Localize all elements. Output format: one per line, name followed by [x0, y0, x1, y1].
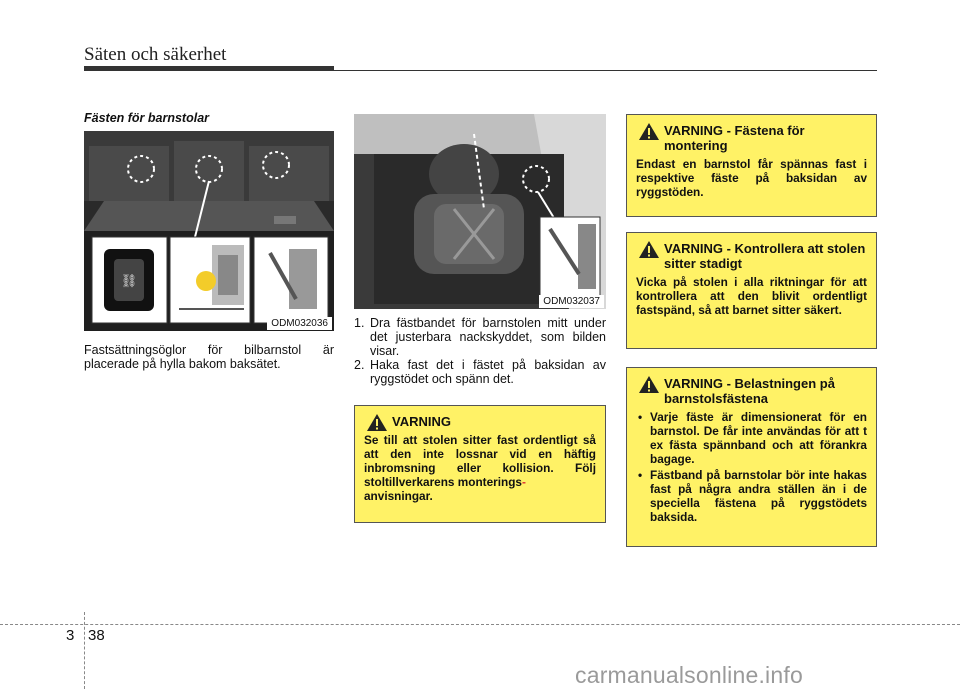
warning-heading [364, 414, 596, 429]
svg-text:⛓: ⛓ [120, 274, 138, 289]
bullet: • [638, 468, 643, 482]
chapter-number: 3 [66, 627, 75, 644]
warning-dash: - [722, 123, 735, 138]
warning-hyphen: - [522, 475, 526, 489]
footer-divider [84, 612, 85, 689]
warning-body: Endast en barnstol får spännas fast i respektive fäste på baksidan av ryggstöden. [636, 157, 867, 199]
warning-heading [636, 241, 867, 271]
warning-heading [636, 123, 867, 153]
step-text: Dra fästbandet för barnstolen mitt under det justerbara nackskyddet, som bilden visar. [370, 316, 606, 358]
instruction-steps [354, 316, 606, 386]
step-item [354, 316, 606, 358]
step-text: Haka fast det i fästet på baksidan av ryggstödet och spänn det. [370, 358, 606, 386]
warning-list [636, 410, 867, 524]
photo-code-right: ODM032037 [539, 295, 604, 308]
warning-title: VARNING [392, 414, 451, 429]
warning-heading [636, 376, 867, 406]
warning-body-end: anvisningar. [364, 489, 433, 503]
warning-subtitle: Fästena för montering [664, 123, 805, 153]
cargo-anchor-photo [84, 131, 334, 331]
warning-subtitle: Kontrollera att stolen sitter stadigt [664, 241, 866, 271]
warning-item-text: Fästband på barnstolar bör inte hakas fast på några andra ställen än i de speciella fästena på ryggstödets baksida. [650, 468, 867, 524]
header-rule [334, 70, 877, 71]
step-number: 1. [354, 316, 365, 330]
warning-triangle-icon [638, 375, 660, 394]
warning-body-text: Se till att stolen sitter fast ordentligt så att den inte lossnar vid en häftig inbromsning eller kollision. Följ stoltillverkarens monterings [364, 433, 596, 489]
warning-subtitle: Belastningen på barnstolsfästena [664, 376, 835, 406]
warning-dash: - [722, 376, 735, 391]
bullet: • [638, 410, 643, 424]
cargo-anchor-illustration [84, 131, 334, 331]
child-seat-illustration [354, 114, 606, 309]
warning-box-stability [626, 232, 877, 349]
footer-rule [0, 624, 960, 625]
warning-triangle-icon [638, 122, 660, 141]
warning-item-text: Varje fäste är dimensionerat för en barnstol. De får inte användas för att t ex fästa spännband och att förankra bagage. [650, 410, 867, 466]
warning-box-load [626, 367, 877, 547]
warning-title: VARNING [664, 376, 723, 391]
warning-list-item [636, 410, 867, 466]
warning-triangle-icon [638, 240, 660, 259]
anchor-description: Fastsättningsöglor för bilbarnstol är placerade på hylla bakom baksätet. [84, 343, 334, 371]
warning-triangle-icon [366, 413, 388, 432]
child-seat-photo [354, 114, 606, 309]
warning-box-anchors [626, 114, 877, 217]
warning-title: VARNING [664, 241, 723, 256]
warning-body [364, 433, 596, 503]
photo-code-left: ODM032036 [267, 317, 332, 330]
watermark: carmanualsonline.info [575, 662, 803, 688]
step-item [354, 358, 606, 386]
warning-dash: - [722, 241, 735, 256]
step-number: 2. [354, 358, 365, 372]
page-number-value: 38 [88, 627, 105, 644]
page-header-title: Säten och säkerhet [84, 44, 227, 65]
section-title: Fästen för barnstolar [84, 111, 210, 125]
warning-list-item [636, 468, 867, 524]
header-bar [84, 66, 334, 71]
warning-title: VARNING [664, 123, 723, 138]
warning-box-main [354, 405, 606, 523]
warning-body: Vicka på stolen i alla riktningar för att kontrollera att den blivit ordentligt fastspänd, så att barnet sitter säkert. [636, 275, 867, 317]
